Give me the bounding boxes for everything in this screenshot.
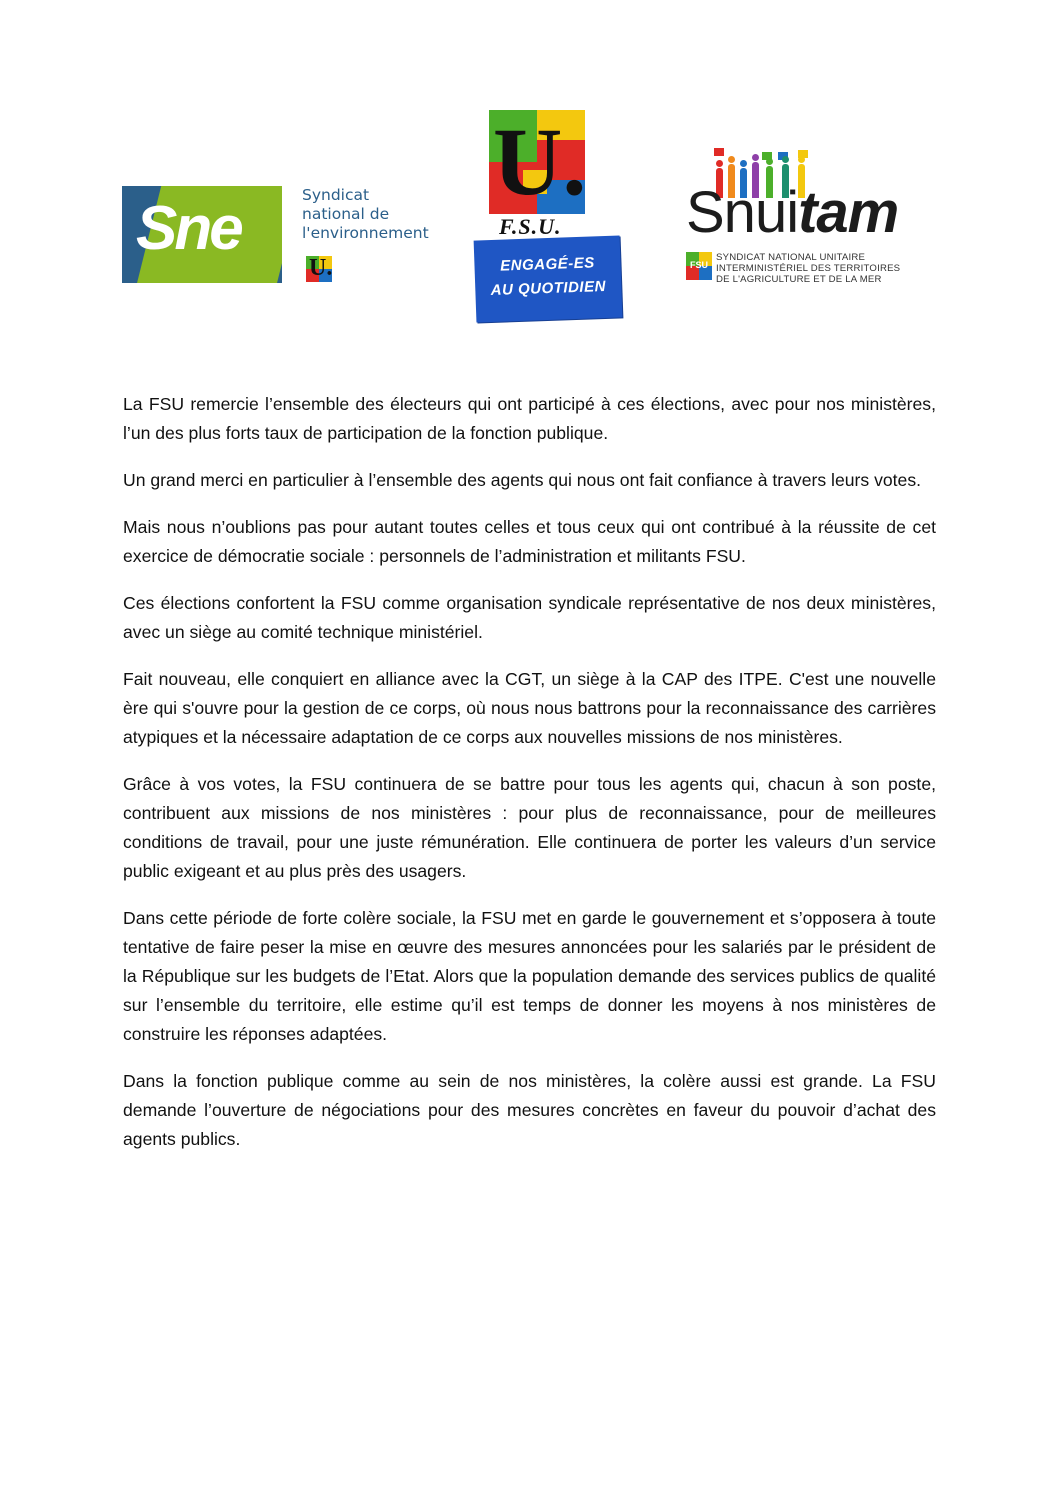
body-paragraph: Un grand merci en particulier à l’ensemble des agents qui nous ont fait confiance à travers leurs votes. — [123, 470, 922, 490]
document-body — [123, 390, 936, 1172]
snuitam-logo-subtitle — [716, 252, 900, 285]
body-paragraph: La FSU remercie l’ensemble des électeurs qui ont participé à ces élections, avec pour nos ministères, l’un des plus forts taux de participation de la fonction publique. — [123, 394, 936, 443]
sne-logo-mark — [122, 186, 282, 283]
fsu-logo-name: F.S.U. — [499, 214, 562, 239]
body-paragraph: Ces élections confortent la FSU comme organisation syndicale représentative de nos deux ministères, avec un siège au comité technique ministériel. — [123, 593, 936, 642]
snuitam-logo — [686, 148, 944, 288]
sne-logo-word: Sne — [136, 194, 241, 263]
snuitam-subtitle-line: DE L'AGRICULTURE ET DE LA MER — [716, 274, 882, 285]
sne-logo-line: Syndicat — [302, 186, 370, 204]
sne-logo-text — [302, 186, 429, 243]
fsu-banner — [474, 235, 623, 322]
sne-fsu-mini-icon: U. — [306, 256, 332, 282]
sne-logo — [122, 186, 432, 286]
body-paragraph: Mais nous n’oublions pas pour autant toutes celles et tous ceux qui ont contribué à la réussite de cet exercice de démocratie sociale : personnels de l’administration et militants FSU. — [123, 517, 936, 566]
body-paragraph: Dans cette période de forte colère sociale, la FSU met en garde le gouvernement et s’opposera à toute tentative de faire peser la mise en œuvre des mesures annoncées pour les salariés par le président de la République sur les budgets de l’Etat. Alors que la population demande des services publics de qualité sur l’ensemble du territoire, elle estime qu’il est temps de donner les moyens à nos ministères de construire les réponses adaptées. — [123, 908, 936, 1044]
fsu-banner-line: ENGAGÉ-ES — [499, 254, 596, 275]
snuitam-logo-word: Snuitam — [686, 180, 899, 245]
body-paragraph: Fait nouveau, elle conquiert en alliance avec la CGT, un siège à la CAP des ITPE. C'est une nouvelle ère qui s'ouvre pour la gestion de ce corps, où nous nous battrons pour la reconnaissance des carrières atypiques et la nécessaire adaptation de ce corps aux nouvelles missions de nos ministères. — [123, 669, 936, 747]
snuitam-subtitle-line: SYNDICAT NATIONAL UNITAIRE — [716, 252, 866, 263]
body-paragraph: Dans la fonction publique comme au sein de nos ministères, la colère aussi est grande. La FSU demande l’ouverture de négociations pour des mesures concrètes en faveur du pouvoir d’achat des agents publics. — [123, 1071, 936, 1149]
sne-logo-line: l'environnement — [302, 224, 429, 242]
fsu-banner-line: AU QUOTIDIEN — [490, 277, 607, 299]
sne-logo-line: national de — [302, 205, 390, 223]
body-paragraph: Grâce à vos votes, la FSU continuera de se battre pour tous les agents qui, chacun à son poste, contribuent aux missions de nos ministères : pour plus de reconnaissance, pour de meilleures conditions de travail, pour une juste rémunération. Elle continuera de porter les valeurs d’un service public exigeant et au plus près des usagers. — [123, 774, 936, 881]
snuitam-subtitle-line: INTERMINISTÉRIEL DES TERRITOIRES — [716, 263, 901, 274]
fsu-logo-letter: U. — [493, 108, 587, 215]
fsu-logo — [473, 110, 623, 322]
snuitam-fsu-badge-icon: FSU — [686, 252, 712, 280]
